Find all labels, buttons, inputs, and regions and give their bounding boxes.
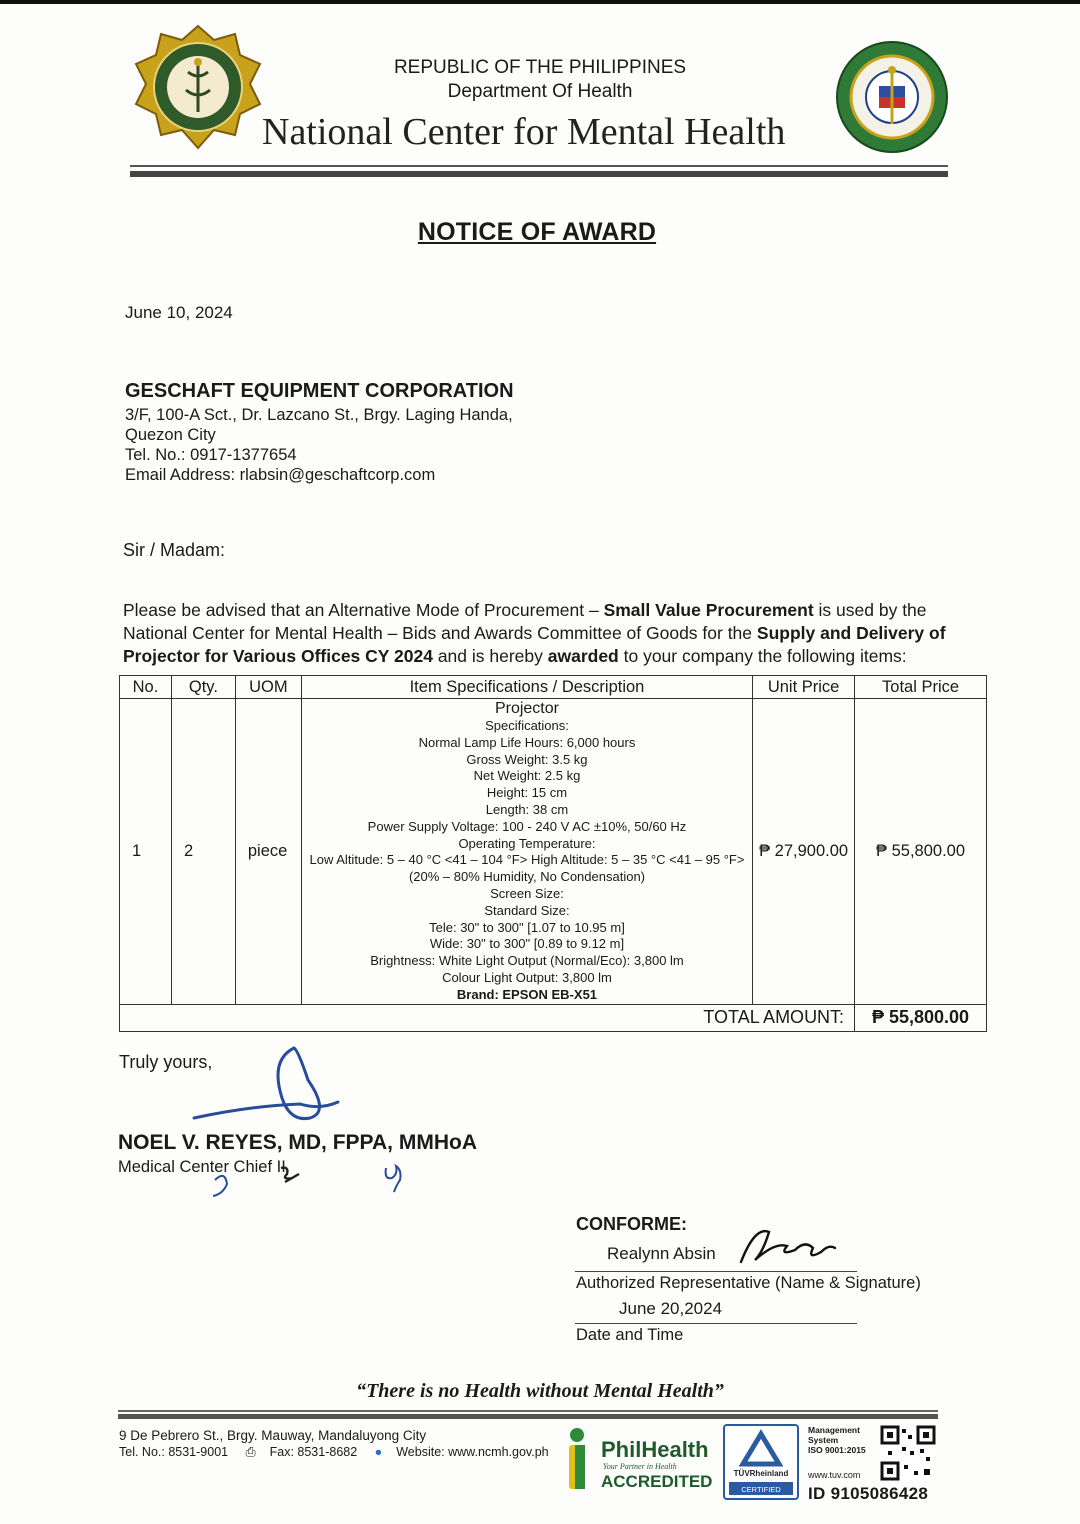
cell-uom: piece [235,699,301,1005]
spec-line: Brightness: White Light Output (Normal/Eco): 3,800 lm [370,953,684,969]
footer-contacts [119,1445,563,1460]
tuv-certified-label: CERTIFIED [741,1485,781,1494]
spec-line: Gross Weight: 3.5 kg [466,751,588,767]
institution-name: National Center for Mental Health [262,111,786,153]
spec-lines [302,718,752,987]
philhealth-tagline: Your Partner in Health [603,1462,677,1471]
recipient-tel: Tel. No.: 0917-1377654 [125,446,297,464]
footer-website: Website: www.ncmh.gov.ph [396,1445,549,1459]
award-paragraph [123,599,953,668]
footer-rule-thick [118,1414,938,1419]
col-header-no: No. [120,676,172,699]
conforme-date: June 20,2024 [619,1299,723,1318]
signature-line [575,1271,857,1272]
department-line: Department Of Health [447,81,633,102]
header-rule-thick [130,171,948,177]
col-header-total-price: Total Price [855,676,987,699]
cell-qty: 2 [171,699,235,1005]
footer-rule-thin [118,1410,938,1412]
fax-icon: ⎙ [245,1445,256,1459]
iso-line-2: System [808,1435,839,1445]
col-header-uom: UOM [235,676,301,699]
top-edge-line [0,0,1080,4]
para-part-1: Please be advised that an Alternative Mode of Procurement – [123,600,604,620]
iso-line-1: Management [808,1425,860,1435]
signer-signature [190,1040,350,1130]
salutation: Sir / Madam: [123,540,226,560]
table-row [120,699,987,1005]
letter-date: June 10, 2024 [125,303,233,322]
spec-line: Tele: 30" to 300" [1.07 to 10.95 m] [429,919,625,935]
para-part-3: and is hereby [432,646,548,666]
conforme-label: CONFORME: [576,1214,687,1234]
para-bold-2: Supply and Delivery of Projector for Various Offices CY 2024 [123,623,946,666]
conforme-date-caption: Date and Time [576,1326,684,1344]
tuv-certified-logo [723,1424,799,1500]
footer-address: 9 De Pebrero St., Brgy. Mauway, Mandaluyong City [119,1428,427,1443]
total-row [120,1004,987,1031]
item-brand: Brand: EPSON EB-X51 [456,986,598,1002]
tuv-brand: TÜVRheinland [733,1469,789,1478]
para-part-2: is used by the National Center for Mental Health – Bids and Awards Committee of Goods for the [123,600,927,643]
initials-mark [205,1160,305,1200]
iso-line-3: ISO 9001:2015 [808,1445,866,1455]
spec-line: Colour Light Output: 3,800 lm [442,969,612,985]
iso-label [808,1425,866,1455]
header-rule-thin [130,165,948,167]
footer-tel: Tel. No.: 8531-9001 [119,1445,229,1459]
spec-line: (20% – 80% Humidity, No Condensation) [408,869,645,885]
cell-description [301,699,752,1005]
spec-line: Operating Temperature: [458,835,596,851]
recipient-company: GESCHAFT EQUIPMENT CORPORATION [125,380,514,402]
spec-line: Low Altitude: 5 – 40 °C <41 – 104 °F> High Altitude: 5 – 35 °C <41 – 95 °F> [309,852,745,868]
globe-icon: ● [374,1445,383,1459]
spec-line: Net Weight: 2.5 kg [473,768,581,784]
recipient-address-block [125,405,513,485]
cell-unit-price: ₱ 27,900.00 [753,699,855,1005]
table-header-row [120,676,987,699]
address-line-2: Quezon City [125,426,216,444]
footer-motto: “There is no Health without Mental Health” [356,1380,724,1402]
col-header-unit-price: Unit Price [753,676,855,699]
republic-line: REPUBLIC OF THE PHILIPPINES [393,57,687,78]
philhealth-accredited-logo [565,1425,715,1495]
para-part-4: to your company the following items: [618,646,907,666]
document-title: NOTICE OF AWARD [417,218,657,246]
award-items-table [119,675,987,1032]
date-line [575,1323,857,1324]
doh-seal-logo [835,40,949,154]
total-amount-label: TOTAL AMOUNT: [120,1004,855,1031]
closing-line: Truly yours, [119,1052,213,1072]
address-line-1: 3/F, 100-A Sct., Dr. Lazcano St., Brgy. Laging Handa, [125,406,513,424]
philhealth-name: PhilHealth [601,1437,709,1462]
spec-line: Length: 38 cm [485,801,569,817]
spec-line: Standard Size: [484,902,570,918]
tuv-certificate-id: ID 9105086428 [808,1484,929,1503]
ncmh-seal-logo [134,24,262,152]
cell-no: 1 [120,699,172,1005]
conforme-signature [735,1222,845,1268]
col-header-qty: Qty. [171,676,235,699]
para-bold-3: awarded [547,646,619,666]
col-header-description: Item Specifications / Description [301,676,752,699]
spec-line: Screen Size: [490,885,564,901]
philhealth-status: ACCREDITED [601,1472,713,1491]
spec-line: Wide: 30" to 300" [0.89 to 9.12 m] [429,936,625,952]
item-name: Projector [494,700,559,717]
conforme-role-caption: Authorized Representative (Name & Signature) [576,1274,921,1292]
initials-mark-2 [380,1160,410,1196]
spec-line: Specifications: [485,718,569,733]
signer-title: Medical Center Chief II [118,1158,286,1176]
spec-line: Height: 15 cm [486,785,568,801]
recipient-email: Email Address: rlabsin@geschaftcorp.com [125,466,436,484]
cell-total-price: ₱ 55,800.00 [855,699,987,1005]
total-amount-value: ₱ 55,800.00 [855,1004,987,1031]
spec-line: Normal Lamp Life Hours: 6,000 hours [418,734,636,750]
spec-line: Power Supply Voltage: 100 - 240 V AC ±10%, 50/60 Hz [367,818,687,834]
footer-fax: Fax: 8531-8682 [269,1445,358,1459]
conforme-name: Realynn Absin [607,1244,716,1263]
para-bold-1: Small Value Procurement [603,600,814,620]
qr-code [880,1425,936,1481]
tuv-website: www.tuv.com [808,1470,861,1480]
signer-name: NOEL V. REYES, MD, FPPA, MMHoA [118,1131,477,1154]
